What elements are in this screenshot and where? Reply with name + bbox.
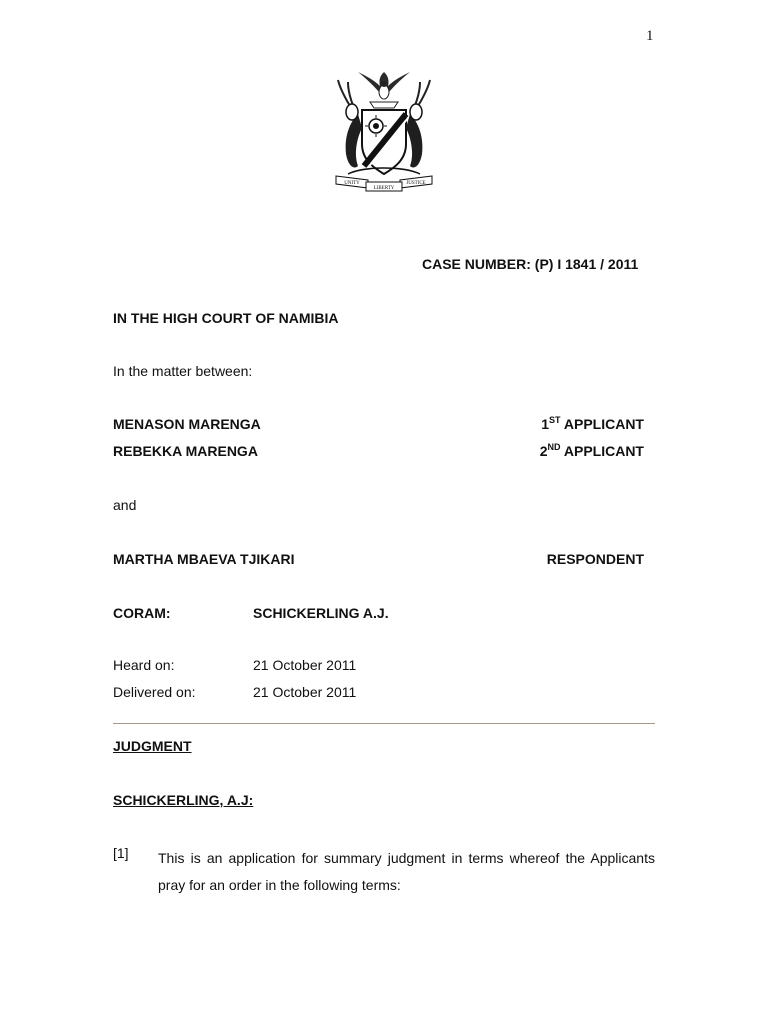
crest-motto-right: JUSTICE [406, 181, 426, 186]
party-1-role: 1ST APPLICANT [541, 415, 644, 432]
crest-motto-center: LIBERTY [373, 186, 395, 191]
delivered-date: 21 October 2011 [253, 684, 357, 700]
paragraph-number: [1] [113, 845, 129, 861]
party-1-name: MENASON MARENGA [113, 416, 261, 432]
coram-label: CORAM: [113, 605, 171, 621]
matter-between: In the matter between: [113, 363, 253, 379]
horizontal-divider [113, 723, 655, 724]
case-number: CASE NUMBER: (P) I 1841 / 2011 [422, 256, 639, 272]
namibia-coat-of-arms-icon [328, 66, 440, 194]
party-2-role: 2ND APPLICANT [539, 442, 644, 459]
respondent-role: RESPONDENT [546, 551, 644, 567]
heard-label: Heard on: [113, 657, 175, 673]
heard-date: 21 October 2011 [253, 657, 357, 673]
judgment-heading: JUDGMENT [113, 738, 192, 754]
and-separator: and [113, 497, 137, 513]
coram-value: SCHICKERLING A.J. [253, 605, 389, 621]
party-2-name: REBEKKA MARENGA [113, 443, 258, 459]
paragraph-text: This is an application for summary judgment in terms whereof the Applicants pray for an order in the following terms: [158, 850, 655, 893]
page-number: 1 [646, 28, 654, 44]
judge-heading: SCHICKERLING, A.J: [113, 792, 254, 808]
delivered-label: Delivered on: [113, 684, 196, 700]
court-title: IN THE HIGH COURT OF NAMIBIA [113, 310, 339, 326]
respondent-name: MARTHA MBAEVA TJIKARI [113, 551, 295, 567]
crest-motto-left: UNITY [344, 181, 360, 186]
